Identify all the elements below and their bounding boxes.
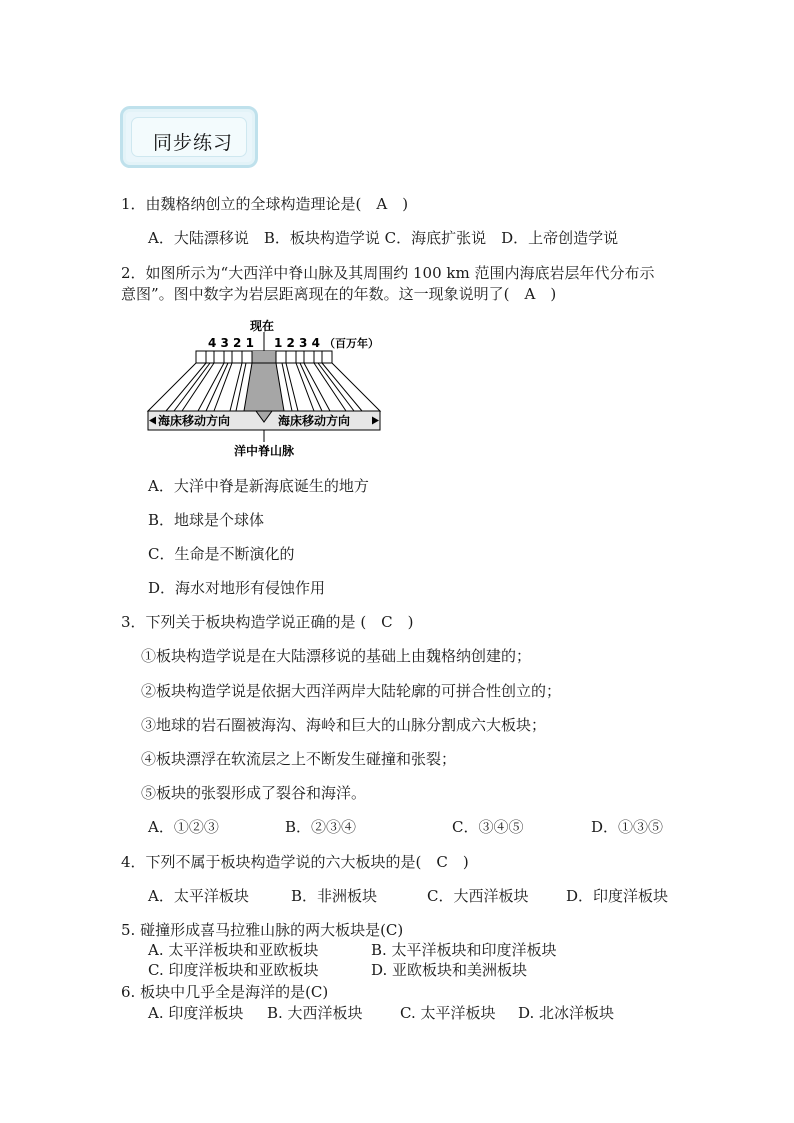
section-title-box [120,106,258,168]
section-title: 同步练习 [153,132,234,154]
q2-option-b: B．地球是个球体 [148,511,265,529]
ridge-diagram [146,318,382,460]
q4-option-a: A．太平洋板块 [148,887,249,905]
q2-stem-line2: 意图”。图中数字为岩层距离现在的年数。这一现象说明了( A ) [121,285,557,303]
q2-option-d: D．海水对地形有侵蚀作用 [148,579,326,597]
q5-option-d: D. 亚欧板块和美洲板块 [371,961,528,979]
q2-option-c: C．生命是不断演化的 [148,545,295,563]
q3-option-d: D．①③⑤ [591,818,664,836]
diagram-right-arrow-label: 海床移动方向 [278,414,351,428]
q3-option-c: C．③④⑤ [452,818,524,836]
q4-option-c: C．大西洋板块 [427,887,529,905]
q6-option-a: A. 印度洋板块 [148,1004,244,1022]
q4-option-b: B．非洲板块 [291,887,378,905]
q6-option-b: B. 大西洋板块 [267,1004,363,1022]
q5-stem: 5. 碰撞形成喜马拉雅山脉的两大板块是(C) [121,921,404,939]
q1-stem: 1．由魏格纳创立的全球构造理论是( A ) [121,195,409,213]
q4-option-d: D．印度洋板块 [566,887,669,905]
diagram-ridge-label: 洋中脊山脉 [234,444,295,458]
q5-option-b: B. 太平洋板块和印度洋板块 [371,941,557,959]
q6-stem: 6. 板块中几乎全是海洋的是(C) [121,983,329,1001]
q3-statement-2: ②板块构造学说是依据大西洋两岸大陆轮廓的可拼合性创立的； [141,682,562,700]
q3-option-a: A．①②③ [148,818,219,836]
q3-statement-5: ⑤板块的张裂形成了裂谷和海洋。 [141,784,367,802]
q3-statement-4: ④板块漂浮在软流层之上不断发生碰撞和张裂； [141,750,457,768]
q6-option-c: C. 太平洋板块 [400,1004,496,1022]
q3-option-b: B．②③④ [285,818,357,836]
diagram-left-arrow-label: 海床移动方向 [158,414,231,428]
diagram-top-ridge [252,351,276,363]
q5-option-a: A. 太平洋板块和亚欧板块 [148,941,319,959]
q2-stem-line1: 2．如图所示为“大西洋中脊山脉及其周围约 100 km 范围内海底岩层年代分布示 [121,264,655,282]
diagram-now-label: 现在 [250,319,275,333]
q3-stem: 3．下列关于板块构造学说正确的是 ( C ) [121,613,414,631]
q3-statement-1: ①板块构造学说是在大陆漂移说的基础上由魏格纳创建的； [141,647,532,665]
diagram-right-numbers: 1 2 3 4 [274,336,320,350]
q1-options: A．大陆漂移说 B．板块构造学说 C．海底扩张说 D．上帝创造学说 [148,229,619,247]
q2-option-a: A．大洋中脊是新海底诞生的地方 [148,477,369,495]
diagram-unit: （百万年） [324,337,379,350]
q5-option-c: C. 印度洋板块和亚欧板块 [148,961,319,979]
diagram-left-numbers: 4 3 2 1 [208,336,254,350]
q4-stem: 4．下列不属于板块构造学说的六大板块的是( C ) [121,853,469,871]
q3-statement-3: ③地球的岩石圈被海沟、海岭和巨大的山脉分割成六大板块； [141,716,547,734]
q6-option-d: D. 北冰洋板块 [518,1004,615,1022]
